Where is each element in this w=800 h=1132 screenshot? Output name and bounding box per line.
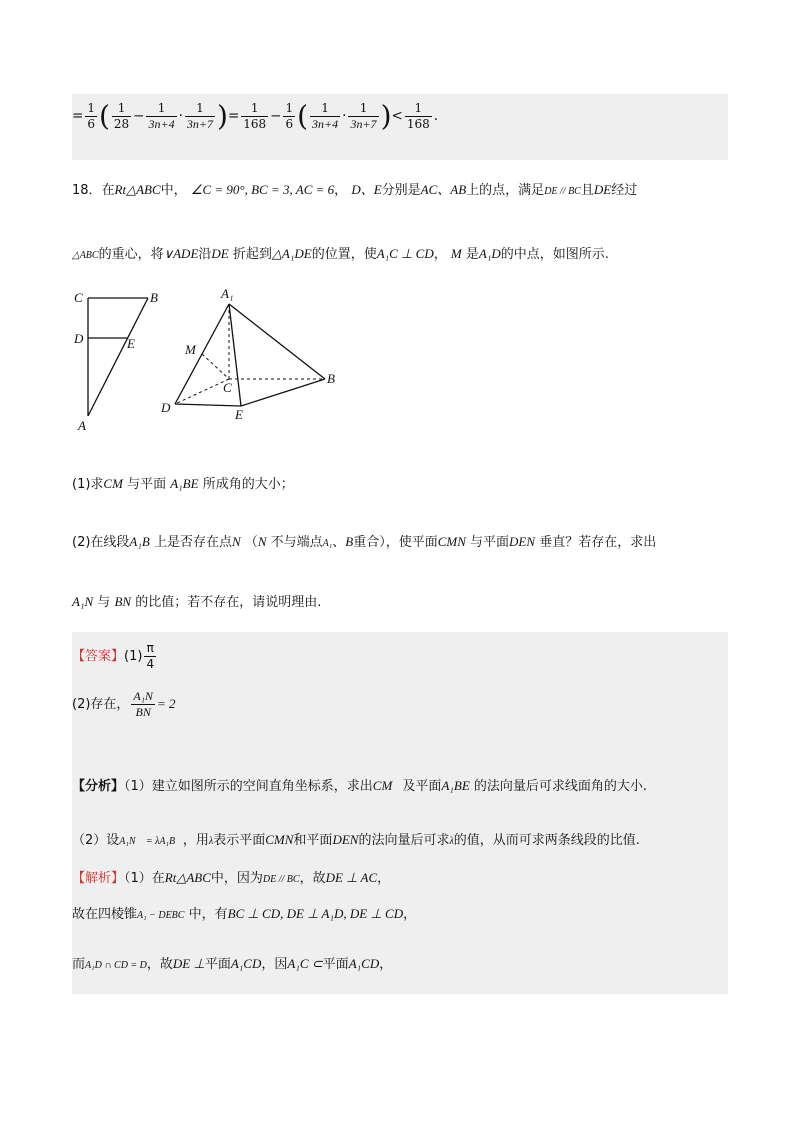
- frac: $\frac{1}{168}$: [406, 101, 430, 131]
- solution-line-3: 而A₁D ∩ CD = D，故DE ⊥平面A₁CD，因A₁C ⊂平面A₁CD，: [72, 956, 393, 972]
- label-c: C: [223, 380, 232, 395]
- answer-fraction: $\frac{\pi}{4}$: [146, 641, 155, 671]
- pyramid-figure: [155, 284, 355, 424]
- frac: $\frac{1}{6}$: [87, 101, 95, 131]
- answer-line-1: 【答案】(1) $\frac{\pi}{4}$: [72, 641, 155, 671]
- answer-line-2: (2)存在， $\frac{\text{A₁N}}{BN}$ = 2: [72, 689, 176, 719]
- question-2b: A₁N 与 BN 的比值；若不存在，请说明理由.: [72, 594, 322, 610]
- ratio-fraction: $\frac{\text{A₁N}}{BN}$: [133, 689, 153, 719]
- label-e: E: [127, 336, 135, 351]
- solution-line-1: 【解析】（1）在Rt△ABC中，因为DE // BC，故DE ⊥ AC，: [72, 870, 391, 886]
- label-a: A: [78, 418, 86, 433]
- edge-de: [175, 404, 241, 406]
- question-2a: (2)在线段A₁B 上是否存在点N （N 不与端点A₁、B重合），使平面CMN 与平面DEN 垂直？若存在，求出: [72, 534, 657, 550]
- frac: $\frac{1}{3n+7}$: [186, 101, 213, 131]
- problem-line-2: △ABC的重心，将∨ADE沿DE 折起到△A₁DE的位置，使A₁C ⊥ CD， M 是A₁D的中点，如图所示.: [72, 246, 609, 262]
- edge-ba: [88, 298, 148, 416]
- label-d: D: [74, 331, 84, 346]
- solution-tag: 【解析】: [72, 870, 125, 885]
- label-b: B: [327, 371, 335, 386]
- frac: $\frac{1}{3n+4}$: [148, 101, 175, 131]
- edge-a1b: [229, 304, 325, 379]
- edge-cd: [175, 379, 229, 404]
- top-formula: = $\frac{1}{6}$ ( $\frac{1}{28}$ − $\frac{1}{3n+4}$ · $\frac{1}{3n+7}$ )= $\frac{1}{168}$ − $\frac{1}{6}$ ( $\frac{1}{3n+4}$ · $\frac{1}{3n+7}$ )< $\frac{1}{168}$ .: [72, 99, 439, 133]
- frac: $\frac{1}{28}$: [113, 101, 130, 131]
- label-m: M: [185, 342, 196, 357]
- problem-line-1: 18．在Rt△ABC中， ∠C = 90°, BC = 3, AC = 6， D、E分别是AC、AB上的点，满足DE // BC且DE经过: [72, 182, 638, 198]
- label-d: D: [161, 400, 171, 415]
- analysis-tag: 【分析】: [72, 779, 125, 794]
- frac: $\frac{1}{3n+4}$: [312, 101, 339, 131]
- label-a1: A₁: [221, 286, 234, 301]
- edge-eb: [241, 379, 325, 406]
- label-c: C: [74, 290, 83, 305]
- question-1: (1)求CM 与平面 A₁BE 所成角的大小；: [72, 476, 294, 492]
- label-e: E: [235, 407, 243, 422]
- label-b: B: [150, 290, 158, 305]
- analysis-line-1: 【分析】（1）建立如图所示的空间直角坐标系，求出CM⃗及平面A₁BE 的法向量后可求线面角的大小.: [72, 778, 648, 794]
- frac: $\frac{1}{6}$: [285, 101, 294, 131]
- solution-line-2: 故在四棱锥A₁ − DEBC 中，有BC ⊥ CD, DE ⊥ A₁D, DE ⊥ CD，: [72, 906, 417, 922]
- frac: $\frac{1}{168}$: [243, 101, 267, 131]
- frac: $\frac{1}{3n+7}$: [350, 101, 377, 131]
- answer-tag: 【答案】: [72, 648, 125, 663]
- analysis-line-2: （2）设A₁N⃗ = λA₁B⃗，用λ表示平面CMN和平面DEN的法向量后可求λ的值，从而可求两条线段的比值.: [72, 832, 640, 848]
- edge-mc: [202, 354, 229, 379]
